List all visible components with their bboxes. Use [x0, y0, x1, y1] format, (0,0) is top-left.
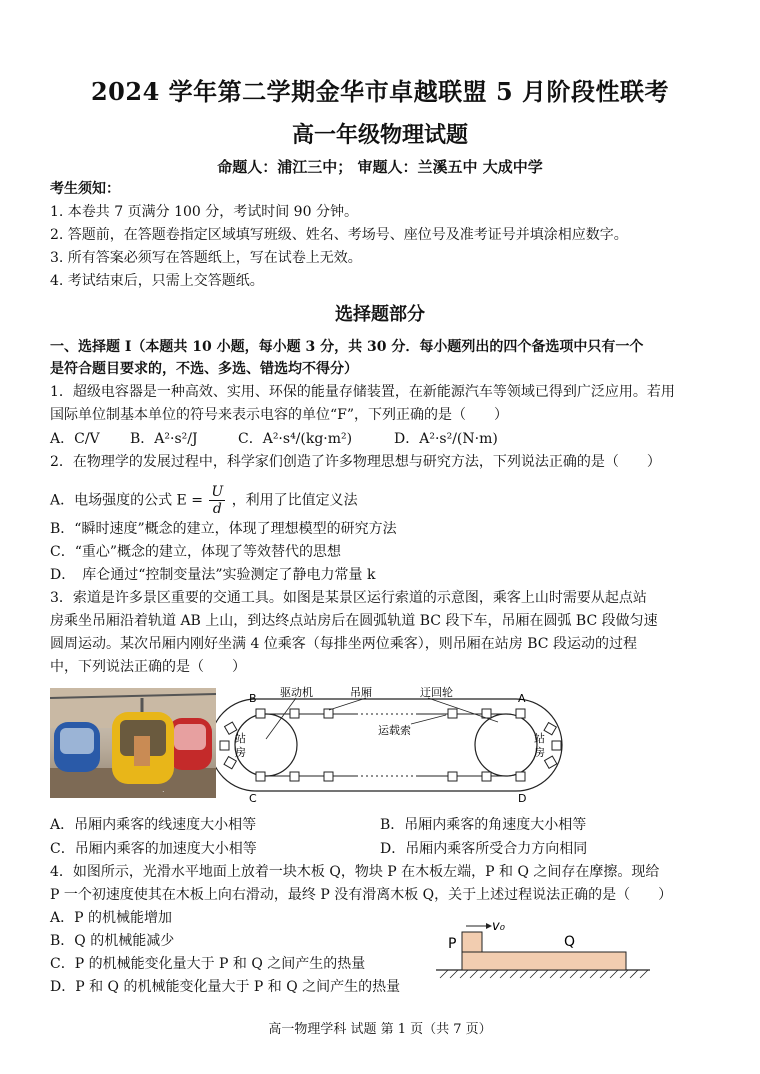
part-instructions: 是符合题目要求的，不选、多选、错选均不得分） [50, 361, 358, 377]
gondola [256, 772, 265, 781]
block-p [462, 932, 482, 952]
gondola [290, 772, 299, 781]
q3-option-a: A．吊厢内乘客的线速度大小相等 [50, 817, 257, 833]
q3-option-b: B．吊厢内乘客的角速度大小相等 [380, 817, 587, 833]
exam-authors: 命题人：浦江三中； 审题人：兰溪五中 大成中学 [217, 158, 543, 176]
q2-option-d: D． 库仑通过“控制变量法”实验测定了静电力常量 k [50, 567, 376, 583]
cableway-diagram [216, 684, 566, 806]
label-station-left [235, 731, 246, 759]
q1-stem: 1．超级电容器是一种高效、实用、环保的能量存储装置，在新能源汽车等领域已得到广泛应用。若用 [50, 384, 675, 400]
label-A: A [518, 692, 526, 705]
q3-stem: 圆周运动。某次吊厢内刚好坐满 4 位乘客（每排坐两位乘客），则吊厢在站房 BC 段运动的过程 [50, 636, 637, 652]
label-p: P [448, 936, 457, 952]
label-wheel: 迂回轮 [420, 686, 453, 699]
svg-text:房: 房 [235, 746, 246, 759]
label-v0: v₀ [492, 919, 505, 934]
q2-option-b: B．“瞬时速度”概念的建立，体现了理想模型的研究方法 [50, 521, 397, 537]
exam-subtitle: 高一年级物理试题 [291, 122, 468, 148]
gondola [324, 709, 333, 718]
q1-option-b: B．A²·s²/J [130, 431, 198, 447]
fraction [209, 484, 225, 517]
q1-stem: 国际单位制基本单位的符号来表示电容的单位“F”，下列正确的是（ ） [50, 407, 509, 423]
q1-option-d: D．A²·s²/(N·m) [394, 431, 498, 447]
q2-option-a [50, 484, 358, 517]
gondola [256, 709, 265, 718]
section-title: 选择题部分 [335, 304, 425, 325]
gondola [324, 772, 333, 781]
gondola [516, 709, 525, 718]
q1-option-c: C．A²·s⁴/(kg·m²) [238, 431, 353, 447]
board-block-diagram [436, 912, 654, 982]
q2-option-a-pre: A．电场强度的公式 E = [50, 492, 203, 509]
q4-option-d: D．P 和 Q 的机械能变化量大于 P 和 Q 之间产生的热量 [50, 979, 401, 995]
label-drive: 驱动机 [280, 686, 313, 699]
label-C: C [249, 792, 257, 805]
notice-item: 2. 答题前，在答题卷指定区域填写班级、姓名、考场号、座位号及准考证号并填涂相应数字。 [50, 227, 628, 243]
label-cable: 运载索 [378, 724, 411, 737]
fraction-denominator: d [212, 501, 222, 517]
fraction-numerator: U [211, 484, 224, 500]
q3-stem: 3．索道是许多景区重要的交通工具。如图是某景区运行索道的示意图，乘客上山时需要从起点站 [50, 590, 647, 606]
q2-option-c: C．“重心”概念的建立，体现了等效替代的思想 [50, 544, 342, 560]
svg-text:房: 房 [534, 746, 545, 759]
label-q: Q [564, 934, 576, 950]
gondola [448, 772, 457, 781]
label-station-right [534, 731, 545, 759]
q3-stem: 中，下列说法正确的是（ ） [50, 659, 246, 675]
gondola [544, 723, 556, 735]
notice-item: 4. 考试结束后，只需上交答题纸。 [50, 273, 264, 289]
label-car: 吊厢 [350, 686, 372, 699]
ground-hatching [440, 970, 648, 978]
photo-watermark: . [162, 785, 165, 794]
part-instructions: 一、选择题 I（本题共 10 小题，每小题 3 分，共 30 分．每小题列出的四个备选项中只有一个 [50, 339, 644, 355]
page-footer: 高一物理学科 试题 第 1 页（共 7 页） [268, 1022, 492, 1037]
q4-option-b: B．Q 的机械能减少 [50, 933, 175, 949]
gondola [448, 709, 457, 718]
notice-heading: 考生须知： [50, 181, 120, 197]
q4-option-c: C．P 的机械能变化量大于 P 和 Q 之间产生的热量 [50, 956, 366, 972]
exam-title: 2024 学年第二学期金华市卓越联盟 5 月阶段性联考 [90, 77, 670, 106]
return-wheel [475, 714, 537, 776]
label-D: D [518, 792, 527, 805]
gondola [482, 772, 491, 781]
q2-stem: 2．在物理学的发展过程中，科学家们创造了许多物理思想与研究方法，下列说法正确的是（ ） [50, 454, 661, 470]
gondola [290, 709, 299, 718]
q1-option-a: A．C/V [50, 431, 100, 447]
notice-item: 1. 本卷共 7 页满分 100 分，考试时间 90 分钟。 [50, 204, 358, 220]
gondola [516, 772, 525, 781]
gondola [545, 756, 557, 768]
notice-item: 3. 所有答案必须写在答题纸上，写在试卷上无效。 [50, 250, 362, 266]
gondola [552, 741, 561, 750]
q4-stem: P 一个初速度使其在木板上向右滑动，最终 P 没有滑离木板 Q，关于上述过程说法正确的是（ ） [50, 887, 673, 903]
cable-car-photo [50, 688, 216, 798]
gondola [220, 741, 229, 750]
svg-text:站: 站 [235, 732, 246, 745]
q4-stem: 4．如图所示，光滑水平地面上放着一块木板 Q，物块 P 在木板左端，P 和 Q 之间存在摩擦。现给 [50, 864, 660, 880]
label-B: B [249, 692, 257, 705]
svg-text:站: 站 [534, 732, 545, 745]
drive-wheel [235, 714, 297, 776]
q2-option-a-post: ，利用了比值定义法 [231, 492, 358, 509]
board-q [462, 952, 626, 970]
q3-stem: 房乘坐吊厢沿着轨道 AB 上山，到达终点站房后在圆弧轨道 BC 段下车，吊厢在圆弧 BC 段做匀速 [50, 613, 658, 629]
q3-option-d: D．吊厢内乘客所受合力方向相同 [380, 841, 588, 857]
q4-option-a: A．P 的机械能增加 [50, 910, 172, 926]
q3-option-c: C．吊厢内乘客的加速度大小相等 [50, 841, 257, 857]
